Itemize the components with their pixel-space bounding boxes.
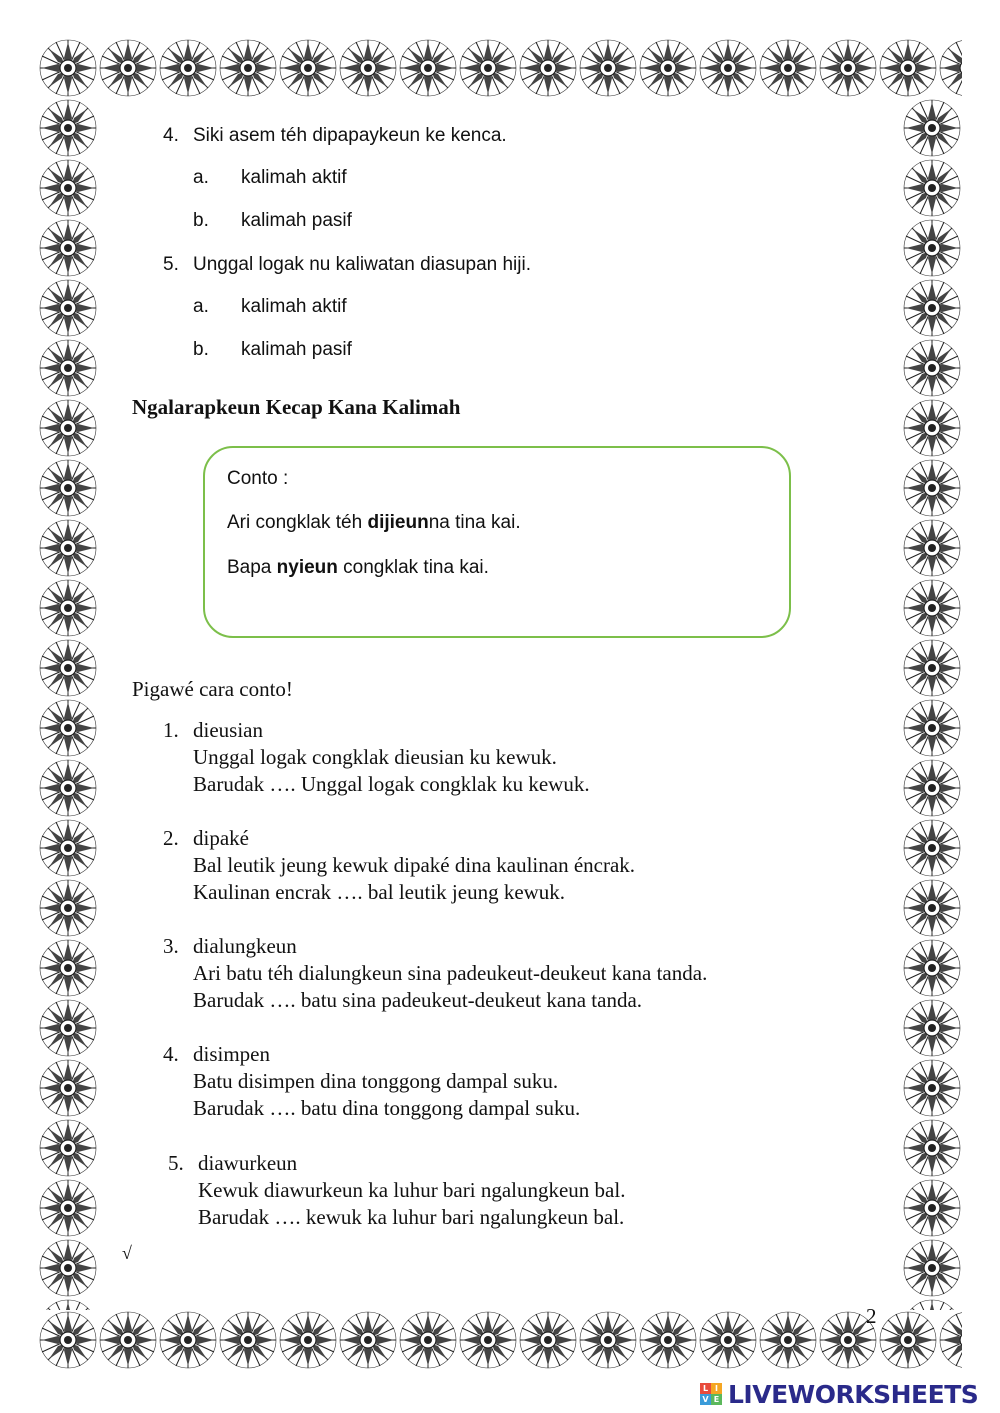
ornament-flower-icon [38, 1058, 98, 1118]
ornament-flower-icon [38, 1238, 98, 1298]
option-letter: b. [193, 339, 209, 360]
instruction: Pigawé cara conto! [132, 677, 293, 701]
logo-letter: V [700, 1394, 711, 1405]
ornament-flower-icon [878, 38, 938, 98]
border-bottom [38, 1310, 962, 1370]
ornament-flower-icon [98, 38, 158, 98]
ornament-flower-icon [458, 38, 518, 98]
option-text: kalimah aktif [241, 167, 347, 188]
ornament-flower-icon [758, 1310, 818, 1370]
question-4 [163, 125, 507, 147]
ornament-flower-icon [38, 1178, 98, 1238]
option-text: kalimah pasif [241, 339, 352, 360]
example-text: Bapa [227, 557, 277, 578]
ornament-flower-icon [818, 38, 878, 98]
ornament-flower-icon [38, 758, 98, 818]
ornament-flower-icon [38, 578, 98, 638]
ornament-flower-icon [902, 218, 962, 278]
question-5 [163, 254, 531, 276]
option-text: kalimah pasif [241, 210, 352, 231]
exercise-number: 4. [163, 1042, 179, 1066]
ornament-flower-icon [38, 698, 98, 758]
exercise-word: disimpen [193, 1042, 270, 1066]
ornament-flower-icon [38, 338, 98, 398]
exercise-task[interactable]: Barudak …. batu sina padeukeut-deukeut kana tanda. [193, 988, 643, 1012]
ornament-flower-icon [38, 158, 98, 218]
ornament-flower-icon [38, 818, 98, 878]
ornament-flower-icon [698, 1310, 758, 1370]
ornament-flower-icon [902, 458, 962, 518]
option-letter: a. [193, 296, 209, 317]
border-top [38, 38, 962, 98]
ornament-flower-icon [158, 38, 218, 98]
exercise-number: 2. [163, 826, 179, 850]
ornament-flower-icon [338, 38, 398, 98]
liveworksheets-logo-icon [700, 1383, 722, 1405]
ornament-flower-icon [278, 1310, 338, 1370]
option-4a[interactable] [193, 167, 347, 189]
ornament-flower-icon [38, 38, 98, 98]
ornament-flower-icon [278, 38, 338, 98]
option-5b[interactable] [193, 339, 352, 361]
ornament-flower-icon [878, 1310, 938, 1370]
ornament-flower-icon [902, 1178, 962, 1238]
question-text: Unggal logak nu kaliwatan diasupan hiji. [193, 254, 532, 275]
ornament-flower-icon [398, 38, 458, 98]
ornament-flower-icon [38, 398, 98, 458]
option-letter: b. [193, 210, 209, 231]
ornament-flower-icon [902, 1238, 962, 1298]
ornament-flower-icon [902, 578, 962, 638]
example-text: Ari congklak téh [227, 512, 368, 533]
option-letter: a. [193, 167, 209, 188]
ornament-flower-icon [38, 1298, 98, 1310]
ornament-flower-icon [902, 278, 962, 338]
ornament-flower-icon [38, 998, 98, 1058]
ornament-flower-icon [902, 1058, 962, 1118]
ornament-flower-icon [38, 878, 98, 938]
ornament-flower-icon [38, 98, 98, 158]
exercise-word: dialungkeun [193, 934, 297, 958]
border-left [38, 98, 98, 1310]
section-heading: Ngalarapkeun Kecap Kana Kalimah [132, 395, 461, 419]
ornament-flower-icon [158, 1310, 218, 1370]
exercise-task[interactable]: Barudak …. Unggal logak congklak ku kewuk. [193, 772, 590, 796]
ornament-flower-icon [902, 1118, 962, 1178]
exercise-task[interactable]: Barudak …. kewuk ka luhur bari ngalungkeun bal. [198, 1205, 625, 1229]
question-number: 5. [163, 254, 179, 275]
liveworksheets-watermark [700, 1380, 978, 1408]
ornament-flower-icon [518, 1310, 578, 1370]
ornament-flower-icon [98, 1310, 158, 1370]
ornament-flower-icon [638, 38, 698, 98]
ornament-flower-icon [38, 278, 98, 338]
ornament-flower-icon [902, 1298, 962, 1310]
exercise-sentence: Kewuk diawurkeun ka luhur bari ngalungkeun bal. [198, 1178, 626, 1202]
ornament-flower-icon [902, 398, 962, 458]
example-bold-word: nyieun [276, 557, 338, 578]
ornament-flower-icon [902, 938, 962, 998]
exercise-number: 3. [163, 934, 179, 958]
logo-letter: I [711, 1383, 722, 1394]
exercise-task[interactable]: Barudak …. batu dina tonggong dampal suku. [193, 1096, 581, 1120]
exercise-sentence: Ari batu téh dialungkeun sina padeukeut-deukeut kana tanda. [193, 961, 708, 985]
ornament-flower-icon [698, 38, 758, 98]
option-4b[interactable] [193, 210, 352, 232]
ornament-flower-icon [38, 458, 98, 518]
exercise-word: dipaké [193, 826, 249, 850]
example-label: Conto : [227, 468, 289, 489]
example-text: congklak tina kai. [337, 557, 489, 578]
logo-letter: E [711, 1394, 722, 1405]
exercise-word: dieusian [193, 718, 263, 742]
exercise-word: diawurkeun [198, 1151, 298, 1175]
ornament-flower-icon [938, 38, 962, 98]
exercise-sentence: Bal leutik jeung kewuk dipaké dina kaulinan éncrak. [193, 853, 636, 877]
ornament-flower-icon [902, 638, 962, 698]
logo-letter: L [700, 1383, 711, 1394]
example-bold-word: dijieun [367, 512, 429, 533]
ornament-flower-icon [758, 38, 818, 98]
watermark-text: LIVEWORKSHEETS [728, 1379, 979, 1409]
exercise-task[interactable]: Kaulinan encrak …. bal leutik jeung kewuk. [193, 880, 566, 904]
exercise-sentence: Batu disimpen dina tonggong dampal suku. [193, 1069, 559, 1093]
example-line-1 [227, 512, 521, 534]
ornament-flower-icon [38, 1310, 98, 1370]
ornament-flower-icon [218, 38, 278, 98]
example-line-2 [227, 557, 489, 579]
ornament-flower-icon [638, 1310, 698, 1370]
ornament-flower-icon [902, 98, 962, 158]
ornament-flower-icon [518, 38, 578, 98]
border-right [902, 98, 962, 1310]
ornament-flower-icon [338, 1310, 398, 1370]
ornament-flower-icon [902, 338, 962, 398]
page-number: 2 [866, 1304, 877, 1328]
ornament-flower-icon [902, 698, 962, 758]
ornament-flower-icon [902, 158, 962, 218]
ornament-flower-icon [38, 638, 98, 698]
ornament-flower-icon [398, 1310, 458, 1370]
ornament-flower-icon [578, 1310, 638, 1370]
exercise-sentence: Unggal logak congklak dieusian ku kewuk. [193, 745, 557, 769]
question-text: Siki asem téh dipapaykeun ke kenca. [193, 125, 507, 146]
ornament-flower-icon [578, 38, 638, 98]
option-text: kalimah aktif [241, 296, 347, 317]
ornament-flower-icon [902, 998, 962, 1058]
example-text: na tina kai. [428, 512, 521, 533]
ornament-flower-icon [38, 938, 98, 998]
ornament-flower-icon [38, 218, 98, 278]
ornament-flower-icon [902, 518, 962, 578]
ornament-flower-icon [218, 1310, 278, 1370]
example-box [203, 446, 791, 638]
option-5a[interactable] [193, 296, 347, 318]
check-mark: √ [122, 1243, 132, 1263]
ornament-flower-icon [38, 1118, 98, 1178]
exercise-number: 5. [168, 1151, 184, 1175]
ornament-flower-icon [902, 878, 962, 938]
ornament-flower-icon [902, 758, 962, 818]
question-number: 4. [163, 125, 179, 146]
ornament-flower-icon [458, 1310, 518, 1370]
exercise-number: 1. [163, 718, 179, 742]
ornament-flower-icon [902, 818, 962, 878]
ornament-flower-icon [38, 518, 98, 578]
ornament-flower-icon [938, 1310, 962, 1370]
